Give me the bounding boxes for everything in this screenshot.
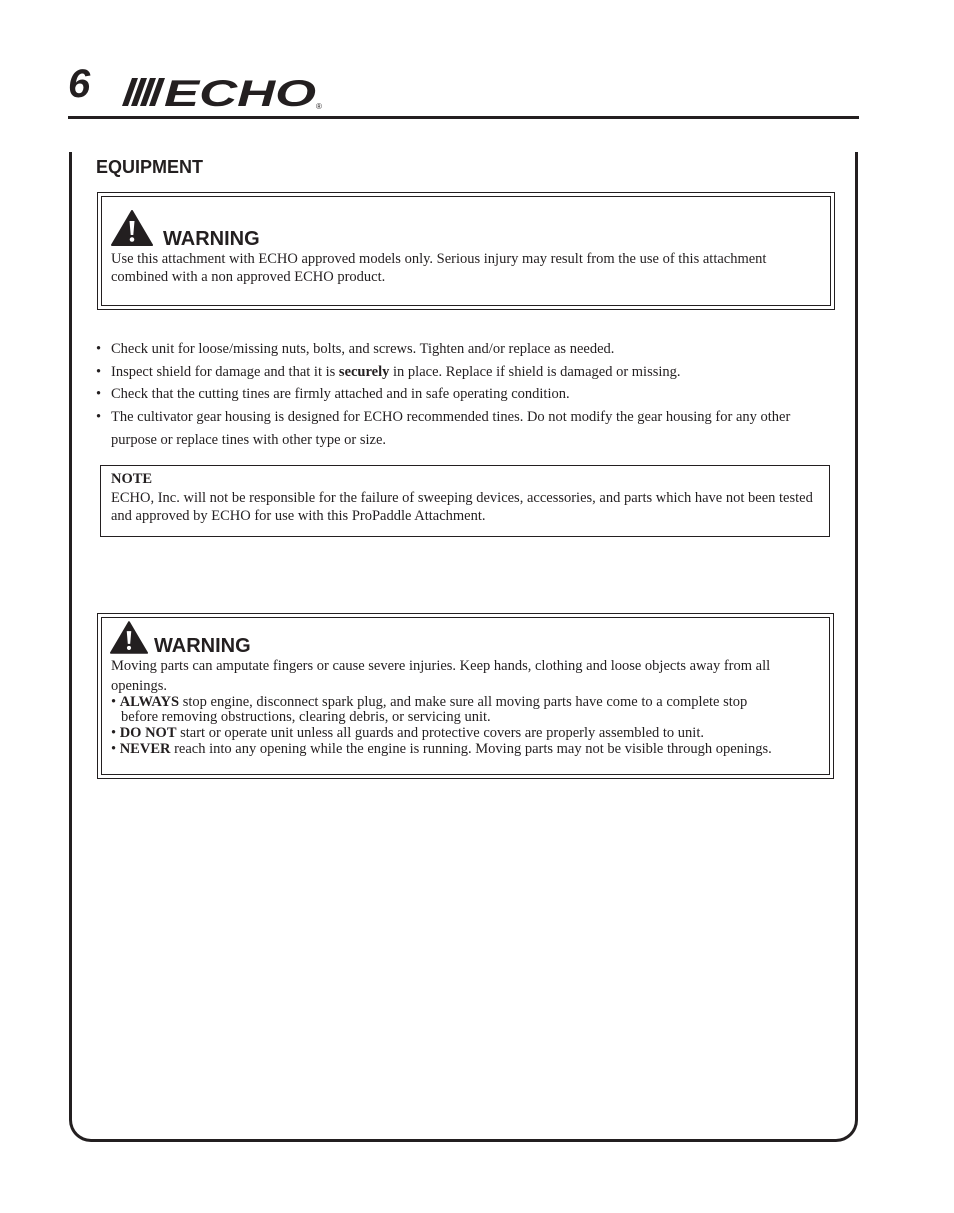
warning-text: Use this attachment with ECHO approved models only. Serious injury may result from the use of this attachment combined with a non approved ECHO product. [111,251,767,285]
page-number: 6 [68,62,92,106]
echo-logo [120,70,325,112]
emphasis-text: NEVER [119,741,171,757]
emphasis-text: ALWAYS [119,694,180,710]
emphasis-text: DO NOT [119,725,177,741]
emphasis-text: securely [338,363,390,380]
warning-triangle-icon [110,620,148,655]
note-box [100,465,830,537]
logo-wordmark: ECHO [164,73,317,112]
list-item: • Check that the cutting tines are firmly attached and in safe operating condition. [96,383,836,406]
section-title: EQUIPMENT [96,157,204,177]
list-item: • Check unit for loose/missing nuts, bolts, and screws. Tighten and/or replace as needed. [96,338,836,361]
note-title: NOTE [111,471,153,487]
list-item: • The cultivator gear housing is designed for ECHO recommended tines. Do not modify the gear housing for any other purpose or replace tines with other type or size. [96,406,836,453]
warning-title: WARNING [154,635,251,657]
registered-mark: ® [316,102,322,111]
header-rule [68,116,859,119]
warning-box-attachment [97,192,835,310]
inspection-checklist [96,338,836,453]
note-text: ECHO, Inc. will not be responsible for the failure of sweeping devices, accessories, and parts which have not been tested and approved by ECHO for use with this ProPaddle Attachment. [111,490,813,524]
list-item: • Inspect shield for damage and that it is securely in place. Replace if shield is damaged or missing. [96,361,836,384]
warning-triangle-icon [111,209,153,247]
warning-title: WARNING [163,228,260,250]
